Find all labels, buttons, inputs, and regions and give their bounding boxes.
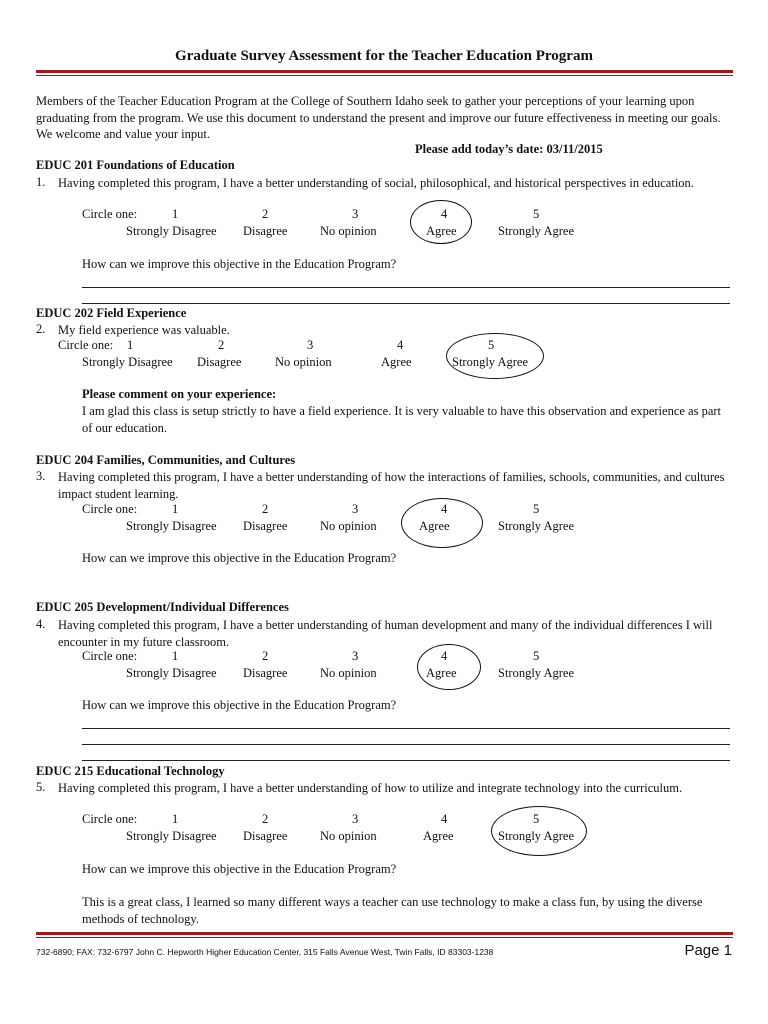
scale-number: 4	[441, 502, 448, 516]
scale-number: 3	[352, 649, 359, 663]
scale-number: 4	[441, 812, 448, 826]
scale-number: 3	[352, 812, 359, 826]
scale-number: 4	[397, 338, 404, 352]
scale-number: 1	[127, 338, 134, 352]
answer-line	[82, 728, 730, 729]
scale-number: 2	[262, 812, 269, 826]
scale-label: Strongly Disagree	[126, 224, 217, 238]
selected-answer-circle	[417, 644, 481, 690]
scale-label: Agree	[426, 224, 457, 238]
scale-label: Strongly Disagree	[126, 519, 217, 533]
scale-label: Disagree	[243, 829, 288, 843]
question-text: Having completed this program, I have a better understanding of how the interactions of families, schools, communities, and cultures impact student learning.	[58, 470, 725, 501]
scale-number: 3	[307, 338, 314, 352]
scale-number: 1	[172, 207, 179, 221]
scale-number: 3	[352, 502, 359, 516]
scale-label: Strongly Disagree	[126, 829, 217, 843]
intro-text: Members of the Teacher Education Program at the College of Southern Idaho seek to gather your perceptions of your learning upon graduating from the program. We use this document to understand the present and improve our future effectiveness in meeting our goals. We welcome and value your input.	[36, 94, 721, 141]
answer-line	[82, 303, 730, 304]
improve-prompt: How can we improve this objective in the Education Program?	[82, 257, 397, 271]
footer-contact: 732-6890; FAX: 732-6797 John C. Hepworth Higher Education Center, 315 Falls Avenue West, Twin Falls, ID 83303-1238	[36, 947, 494, 957]
selected-answer-circle	[491, 806, 587, 856]
question-number: 1.	[36, 175, 46, 189]
circle-one-label: Circle one:	[58, 338, 114, 352]
question-text: Having completed this program, I have a better understanding of social, philosophical, and historical perspectives in education.	[58, 176, 694, 190]
footer-rule-thin	[36, 937, 733, 938]
selected-answer-circle	[401, 498, 483, 548]
question-text: Having completed this program, I have a better understanding of human development and many of the individual differences I will encounter in my future classroom.	[58, 618, 713, 649]
circle-one-label: Circle one:	[82, 812, 138, 826]
scale-label: No opinion	[320, 666, 377, 680]
scale-label: Strongly Agree	[498, 829, 575, 843]
scale-label: Strongly Agree	[498, 519, 575, 533]
question-number: 4.	[36, 617, 46, 631]
scale-label: No opinion	[275, 355, 332, 369]
scale-number: 1	[172, 812, 179, 826]
scale-number: 5	[533, 649, 540, 663]
scale-label: Disagree	[243, 666, 288, 680]
scale-label: Agree	[426, 666, 457, 680]
answer-line	[82, 760, 730, 761]
section-heading-215: EDUC 215 Educational Technology	[36, 764, 225, 778]
selected-answer-circle	[410, 200, 472, 244]
scale-number: 5	[533, 207, 540, 221]
scale-label: Disagree	[243, 519, 288, 533]
question-number: 3.	[36, 469, 46, 483]
header-rule	[36, 70, 733, 73]
scale-label: Disagree	[243, 224, 288, 238]
question-text: My field experience was valuable.	[58, 323, 230, 337]
scale-number: 2	[218, 338, 225, 352]
scale-label: Strongly Agree	[452, 355, 529, 369]
section-heading-202: EDUC 202 Field Experience	[36, 306, 187, 320]
improve-prompt: How can we improve this objective in the Education Program?	[82, 551, 397, 565]
improve-prompt: How can we improve this objective in the Education Program?	[82, 698, 397, 712]
selected-answer-circle	[446, 333, 544, 379]
scale-number: 1	[172, 502, 179, 516]
scale-label: No opinion	[320, 829, 377, 843]
footer-rule	[36, 932, 733, 935]
scale-label: No opinion	[320, 519, 377, 533]
scale-label: Strongly Disagree	[126, 666, 217, 680]
section-heading-204: EDUC 204 Families, Communities, and Cultures	[36, 453, 296, 467]
scale-number: 1	[172, 649, 179, 663]
scale-number: 5	[533, 502, 540, 516]
scale-number: 3	[352, 207, 359, 221]
comment-text: This is a great class, I learned so many different ways a teacher can use technology to make a class fun, by using the diverse methods of technology.	[82, 895, 703, 926]
scale-label: Agree	[419, 519, 450, 533]
scale-label: No opinion	[320, 224, 377, 238]
scale-number: 5	[488, 338, 495, 352]
comment-text: I am glad this class is setup strictly to have a field experience. It is very valuable to have this observation and experience as part of our education.	[82, 404, 722, 435]
scale-number: 5	[533, 812, 540, 826]
section-heading-205: EDUC 205 Development/Individual Differences	[36, 600, 289, 614]
improve-prompt: How can we improve this objective in the Education Program?	[82, 862, 397, 876]
scale-label: Strongly Agree	[498, 666, 575, 680]
circle-one-label: Circle one:	[82, 207, 138, 221]
scale-label: Agree	[423, 829, 454, 843]
answer-line	[82, 287, 730, 288]
scale-number: 2	[262, 207, 269, 221]
scale-label: Strongly Disagree	[82, 355, 173, 369]
question-number: 2.	[36, 322, 46, 336]
scale-label: Disagree	[197, 355, 242, 369]
circle-one-label: Circle one:	[82, 649, 138, 663]
scale-number: 4	[441, 207, 448, 221]
page-number: Page 1	[684, 942, 732, 959]
page-title: Graduate Survey Assessment for the Teacher Education Program	[175, 48, 593, 64]
question-text: Having completed this program, I have a better understanding of how to utilize and integrate technology into the curriculum.	[58, 781, 683, 795]
scale-label: Agree	[381, 355, 412, 369]
header-rule-thin	[36, 75, 733, 76]
scale-number: 4	[441, 649, 448, 663]
circle-one-label: Circle one:	[82, 502, 138, 516]
scale-number: 2	[262, 649, 269, 663]
question-number: 5.	[36, 780, 46, 794]
section-heading-201: EDUC 201 Foundations of Education	[36, 158, 235, 172]
scale-label: Strongly Agree	[498, 224, 575, 238]
comment-label: Please comment on your experience:	[82, 387, 277, 401]
date-line: Please add today’s date: 03/11/2015	[415, 142, 603, 156]
answer-line	[82, 744, 730, 745]
scale-number: 2	[262, 502, 269, 516]
